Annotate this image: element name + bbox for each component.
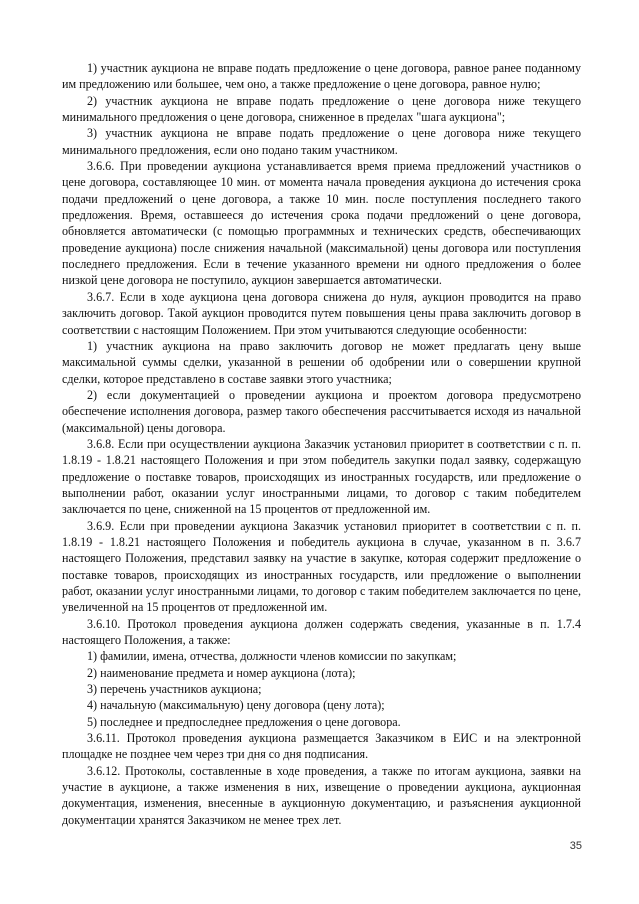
paragraph: 3.6.12. Протоколы, составленные в ходе проведения, а также по итогам аукциона, заявки на участие в аукционе, а также изменения в них, извещение о проведении аукциона, аукционная документация, изменения, внесенные в аукционную документацию, и разъяснения аукционной документации хранятся Заказчиком не менее трех лет. — [62, 763, 581, 827]
paragraph: 3.6.8. Если при осуществлении аукциона Заказчик установил приоритет в соответствии с п. п. 1.8.19 - 1.8.21 настоящего Положения и при этом победитель закупки подал заявку, содержащую предложение о поставке товаров, происходящих из иностранных государств, или предложение о выполнении работ, оказании услуг иностранными лицами, то договор с таким победителем заключается по цене, сниженной на 15 процентов от предложенной им. — [62, 436, 581, 517]
paragraph: 3.6.7. Если в ходе аукциона цена договора снижена до нуля, аукцион проводится на право заключить договор. Такой аукцион проводится путем повышения цены права заключить договор в соответствии с настоящим Положением. При этом учитываются следующие особенности: — [62, 289, 581, 337]
paragraph: 3) участник аукциона не вправе подать предложение о цене договора ниже текущего минимального предложения, если оно подано таким участником. — [62, 126, 581, 157]
paragraph: 3) перечень участников аукциона; — [87, 682, 262, 697]
paragraph: 3.6.10. Протокол проведения аукциона должен содержать сведения, указанные в п. 1.7.4 настоящего Положения, а также: — [62, 616, 581, 648]
paragraph: 3.6.9. Если при проведении аукциона Заказчик установил приоритет в соответствии с п. п. 1.8.19 - 1.8.21 настоящего Положения и победитель аукциона в случае, указанном в п. 3.6.7 настоящего Положения, представил заявку на участие в закупке, которая содержит предложение о поставке товаров, происходящих из иностранных государств, или предложение о выполнении работ, оказании услуг иностранными лицами, то договор с таким победителем заключается по цене, увеличенной на 15 процентов от предложенной им. — [62, 518, 581, 615]
paragraph: 2) наименование предмета и номер аукциона (лота); — [87, 665, 356, 680]
paragraph: 4) начальную (максимальную) цену договора (цену лота); — [87, 698, 385, 713]
paragraph: 2) если документацией о проведении аукциона и проектом договора предусмотрено обеспечение исполнения договора, размер такого обеспечения рассчитывается исходя из начальной (максимальной) цены договора. — [62, 387, 581, 435]
paragraph: 1) участник аукциона на право заключить договор не может предлагать цену выше максимальной суммы сделки, указанной в решении об одобрении или о совершении крупной сделки, которое представлено в составе заявки этого участника; — [62, 338, 581, 386]
paragraph: 3.6.11. Протокол проведения аукциона размещается Заказчиком в ЕИС и на электронной площадке не позднее чем через три дня со дня подписания. — [62, 731, 581, 762]
paragraph: 1) фамилии, имена, отчества, должности членов комиссии по закупкам; — [87, 649, 457, 664]
paragraph: 3.6.6. При проведении аукциона устанавливается время приема предложений участников о цене договора, составляющее 10 мин. от момента начала проведения аукциона до истечения срока подачи предложений о цене договора, а также 10 мин. после поступления последнего такого предложения. Время, оставшееся до истечения срока подачи предложений о цене договора, обновляется автоматически (с помощью программных и технических средств, обеспечивающих проведение аукциона) после снижения начальной (максимальной) цены договора или поступления последнего предложения. Если в течение указанного времени ни одного предложения о более низкой цене договора не поступило, аукцион завершается автоматически. — [62, 159, 581, 288]
paragraph: 2) участник аукциона не вправе подать предложение о цене договора ниже текущего минимального предложения о цене договора, сниженное в пределах "шага аукциона"; — [62, 93, 581, 125]
paragraph: 5) последнее и предпоследнее предложения о цене договора. — [87, 714, 401, 729]
page-number: 35 — [569, 840, 582, 852]
body-text — [62, 60, 581, 828]
paragraph: 1) участник аукциона не вправе подать предложение о цене договора, равное ранее поданному им предложению или большее, чем оно, а также предложение о цене договора, равное нулю; — [62, 61, 581, 92]
